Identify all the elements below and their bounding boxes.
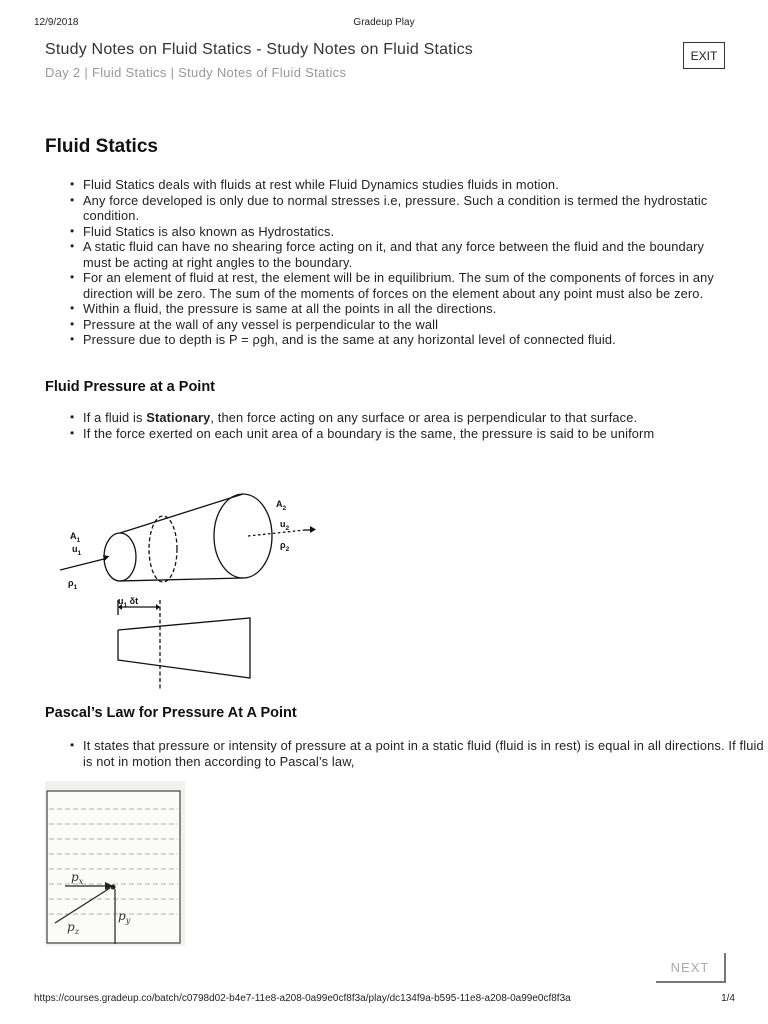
section-title-pascals-law: Pascal’s Law for Pressure At A Point: [45, 705, 297, 721]
print-app-name: Gradeup Play: [353, 17, 415, 28]
list-item: • Any force developed is only due to normal stresses i.e, pressure. Such a condition is termed the hydrostatic condition.: [70, 193, 735, 224]
section-title: Fluid Statics: [45, 136, 158, 157]
label-u1-dt: $u_1$ δt: [118, 596, 139, 609]
list-item: • It states that pressure or intensity of pressure at a point in a static fluid (fluid is in rest) is equal in all directions. If fluid is not in motion then according to Pascal’s law,: [70, 738, 768, 769]
label-u1: $u_1$: [72, 544, 82, 557]
label-rho2: $\rho_2$: [280, 540, 290, 553]
list-item: • Within a fluid, the pressure is same at all the points in all the directions.: [70, 301, 735, 317]
list-text: , then force acting on any surface or area is perpendicular to that surface.: [210, 410, 638, 425]
bold-term: Stationary: [146, 410, 211, 425]
label-py: $p_y$: [118, 909, 131, 925]
list-item: [70, 410, 768, 426]
label-pz: $p_z$: [67, 920, 79, 936]
bullet-list: [70, 738, 768, 769]
bullet-list: [70, 177, 735, 348]
next-button[interactable]: NEXT: [656, 953, 726, 983]
breadcrumb: Day 2 | Fluid Statics | Study Notes of Fluid Statics: [45, 65, 347, 80]
print-header: [0, 17, 768, 31]
list-item: • Fluid Statics deals with fluids at rest while Fluid Dynamics studies fluids in motion.: [70, 177, 735, 193]
list-item: • If the force exerted on each unit area of a boundary is the same, the pressure is said to be uniform: [70, 426, 768, 442]
exit-button[interactable]: EXIT: [683, 42, 725, 69]
page-number: 1/4: [721, 993, 735, 1004]
label-rho1: $\rho_1$: [68, 578, 78, 591]
pascal-law-figure: [45, 781, 185, 946]
label-a2: $A_2$: [276, 499, 287, 512]
section-title-fluid-pressure: Fluid Pressure at a Point: [45, 379, 216, 395]
flow-tube-figure: [60, 490, 330, 690]
bullet-list: [70, 410, 768, 441]
print-footer: [0, 993, 768, 1007]
label-u2: $u_2$: [280, 519, 290, 532]
label-a1: $A_1$: [70, 531, 81, 544]
section-fluid-statics: [45, 136, 735, 348]
list-item: • Pressure at the wall of any vessel is perpendicular to the wall: [70, 317, 735, 333]
list-item: • For an element of fluid at rest, the element will be in equilibrium. The sum of the components of forces in any direction will be zero. The sum of the moments of forces on the element about any point must also be zero.: [70, 270, 735, 301]
list-item: • A static fluid can have no shearing force acting on it, and that any force between the fluid and the boundary must be acting at right angles to the boundary.: [70, 239, 735, 270]
page-title: Study Notes on Fluid Statics - Study Notes on Fluid Statics: [45, 41, 473, 58]
list-item: • Pressure due to depth is P = ρgh, and is the same at any horizontal level of connected fluid.: [70, 332, 735, 348]
list-item: • Fluid Statics is also known as Hydrostatics.: [70, 224, 735, 240]
page-url: https://courses.gradeup.co/batch/c0798d02-b4e7-11e8-a208-0a99e0cf8f3a/play/dc134f9a-b595-11e8-a208-0a99e0cf8f3a: [34, 993, 571, 1004]
print-date: 12/9/2018: [34, 17, 79, 28]
label-px: $p_x$: [71, 870, 84, 886]
list-text: If a fluid is: [83, 410, 147, 425]
